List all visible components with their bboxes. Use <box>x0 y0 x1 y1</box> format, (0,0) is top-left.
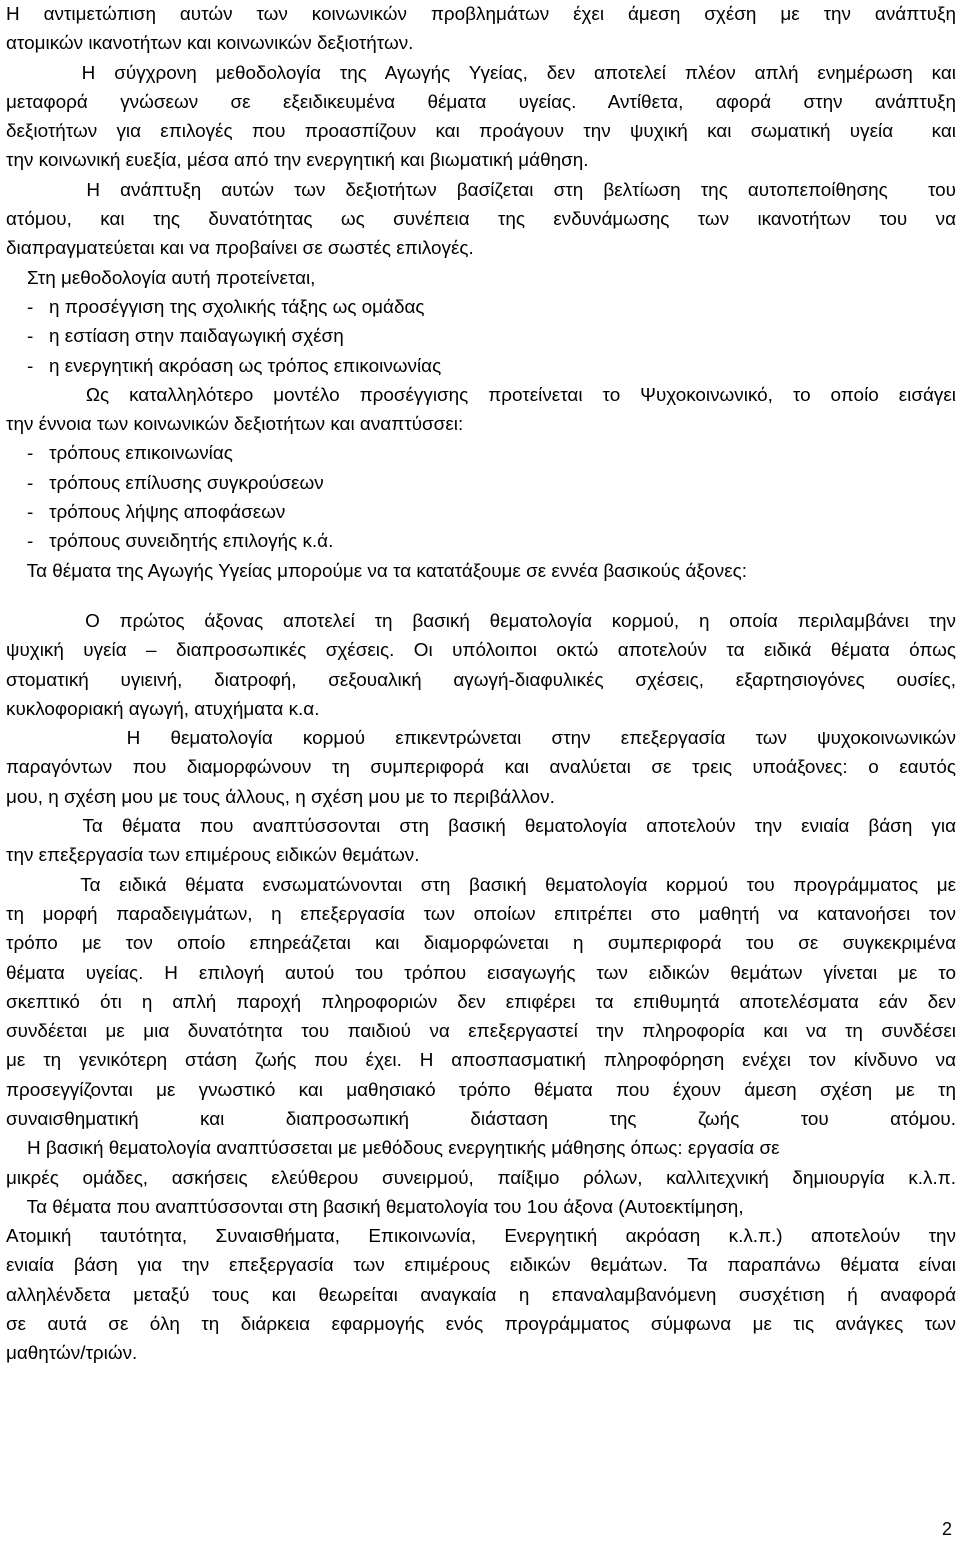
text-line: Τα θέματα που αναπτύσσονται στη βασική θεματολογία αποτελούν την ενιαία βάση για <box>6 816 956 838</box>
text-line: διαπραγματεύεται και να προβαίνει σε σωστές επιλογές. <box>6 238 474 260</box>
text-line: Τα θέματα της Αγωγής Υγείας μπορούμε να τα κατατάξουμε σε εννέα βασικούς άξονες: <box>6 560 747 582</box>
text-line: ατόμου, και της δυνατότητας ως συνέπεια της ενδυνάμωσης των ικανοτήτων του να <box>6 209 956 231</box>
text-line: μαθητών/τριών. <box>6 1343 138 1365</box>
text-line: την επεξεργασία των επιμέρους ειδικών θεμάτων. <box>6 845 420 867</box>
text-line: - η εστίαση στην παιδαγωγική σχέση <box>6 326 344 348</box>
text-line: τη μορφή παραδειγμάτων, η επεξεργασία των οποίων επιτρέπει στο μαθητή να κατανοήσει τον <box>6 903 956 925</box>
document-body <box>6 0 956 1369</box>
text-line: Τα θέματα που αναπτύσσονται στη βασική θεματολογία του 1ου άξονα (Αυτοεκτίμηση, <box>6 1196 744 1218</box>
text-line: Ατομική ταυτότητα, Συναισθήματα, Επικοινωνία, Ενεργητική ακρόαση κ.λ.π.) αποτελούν την <box>6 1226 956 1248</box>
text-line: Η θεματολογία κορμού επικεντρώνεται στην επεξεργασία των ψυχοκοινωνικών <box>6 728 956 750</box>
text-line: Στη μεθοδολογία αυτή προτείνεται, <box>6 267 316 289</box>
text-line: Τα ειδικά θέματα ενσωματώνονται στη βασική θεματολογία κορμού του προγράμματος με <box>6 874 957 896</box>
text-line: προσεγγίζονται με γνωστικό και μαθησιακό τρόπο θέματα που έχουν άμεση σχέση με τη <box>6 1079 956 1101</box>
text-line: ενιαία βάση για την επεξεργασία των επιμέρους ειδικών θεμάτων. Τα παραπάνω θέματα είναι <box>6 1255 956 1277</box>
text-line: συνδέεται με μια δυνατότητα του παιδιού να επεξεργαστεί την πληροφορία και να τη συνδέσει <box>6 1021 956 1043</box>
text-line: - τρόπους επικοινωνίας <box>6 443 233 465</box>
text-line: δεξιοτήτων για επιλογές που προασπίζουν και προάγουν την ψυχική και σωματική υγεία και <box>6 121 956 143</box>
text-line: με τη γενικότερη στάση ζωής που έχει. Η αποσπασματική πληροφόρηση ενέχει τον κίνδυνο να <box>6 1050 956 1072</box>
text-line: ψυχική υγεία – διαπροσωπικές σχέσεις. Οι υπόλοιποι οκτώ αποτελούν τα ειδικά θέματα όπως <box>6 640 956 662</box>
text-line: - η προσέγγιση της σχολικής τάξης ως ομάδας <box>6 296 425 318</box>
text-line: - τρόπους συνειδητής επιλογής κ.ά. <box>6 531 334 553</box>
text-line: αλληλένδετα μεταξύ τους και θεωρείται αναγκαία η επαναλαμβανόμενη συσχέτιση ή αναφορά <box>6 1284 956 1306</box>
page-number: 2 <box>941 1519 952 1539</box>
text-line: την έννοια των κοινωνικών δεξιοτήτων και αναπτύσσει: <box>6 414 464 436</box>
text-line: - τρόπους λήψης αποφάσεων <box>6 502 286 524</box>
text-line: τρόπο με τον οποίο επηρεάζεται και διαμορφώνεται η συμπεριφορά του σε συγκεκριμένα <box>6 933 956 955</box>
paragraph-gap <box>6 586 956 607</box>
text-line: στοματική υγιεινή, διατροφή, σεξουαλική αγωγή-διαφυλικές σχέσεις, εξαρτησιογόνες ουσίες, <box>6 669 956 691</box>
text-line: ατομικών ικανοτήτων και κοινωνικών δεξιοτήτων. <box>6 33 414 55</box>
text-line: συναισθηματική και διαπροσωπική διάσταση της ζωής του ατόμου. <box>6 1108 956 1130</box>
text-line: Η βασική θεματολογία αναπτύσσεται με μεθόδους ενεργητικής μάθησης όπως: εργασία σε <box>6 1138 780 1160</box>
text-line: Η αντιμετώπιση αυτών των κοινωνικών προβλημάτων έχει άμεση σχέση με την ανάπτυξη <box>6 4 956 25</box>
text-line: σκεπτικό ότι η απλή παροχή πληροφοριών δεν επιφέρει τα επιθυμητά αποτελέσματα εάν δεν <box>6 991 956 1013</box>
text-line: την κοινωνική ευεξία, μέσα από την ενεργητική και βιωματική μάθηση. <box>6 150 589 172</box>
text-line: Η σύγχρονη μεθοδολογία της Αγωγής Υγείας, δεν αποτελεί πλέον απλή ενημέρωση και <box>6 62 956 84</box>
text-line: μου, η σχέση μου με τους άλλους, η σχέση μου με το περιβάλλον. <box>6 786 555 808</box>
text-line: - τρόπους επίλυσης συγκρούσεων <box>6 472 324 494</box>
text-line: Ως καταλληλότερο μοντέλο προσέγγισης προτείνεται το Ψυχοκοινωνικό, το οποίο εισάγει <box>6 384 956 406</box>
text-line: - η ενεργητική ακρόαση ως τρόπος επικοινωνίας <box>6 355 442 377</box>
text-line: Η ανάπτυξη αυτών των δεξιοτήτων βασίζεται στη βελτίωση της αυτοπεποίθησης του <box>6 179 956 201</box>
text-line: μεταφορά γνώσεων σε εξειδικευμένα θέματα υγείας. Αντίθετα, αφορά στην ανάπτυξη <box>6 91 956 113</box>
text-line: θέματα υγείας. Η επιλογή αυτού του τρόπου εισαγωγής των ειδικών θεμάτων γίνεται με το <box>6 962 956 984</box>
text-line: σε αυτά σε όλη τη διάρκεια εφαρμογής ενός προγράμματος σύμφωνα με τις ανάγκες των <box>6 1314 956 1336</box>
text-line: μικρές ομάδες, ασκήσεις ελεύθερου συνειρμού, παίξιμο ρόλων, καλλιτεχνική δημιουργία κ.λ.π. <box>6 1167 956 1189</box>
text-line: Ο πρώτος άξονας αποτελεί τη βασική θεματολογία κορμού, η οποία περιλαμβάνει την <box>6 610 956 632</box>
text-line: κυκλοφοριακή αγωγή, ατυχήματα κ.α. <box>6 698 320 720</box>
text-line: παραγόντων που διαμορφώνουν τη συμπεριφορά και αναλύεται σε τρεις υποάξονες: ο εαυτός <box>6 757 956 779</box>
